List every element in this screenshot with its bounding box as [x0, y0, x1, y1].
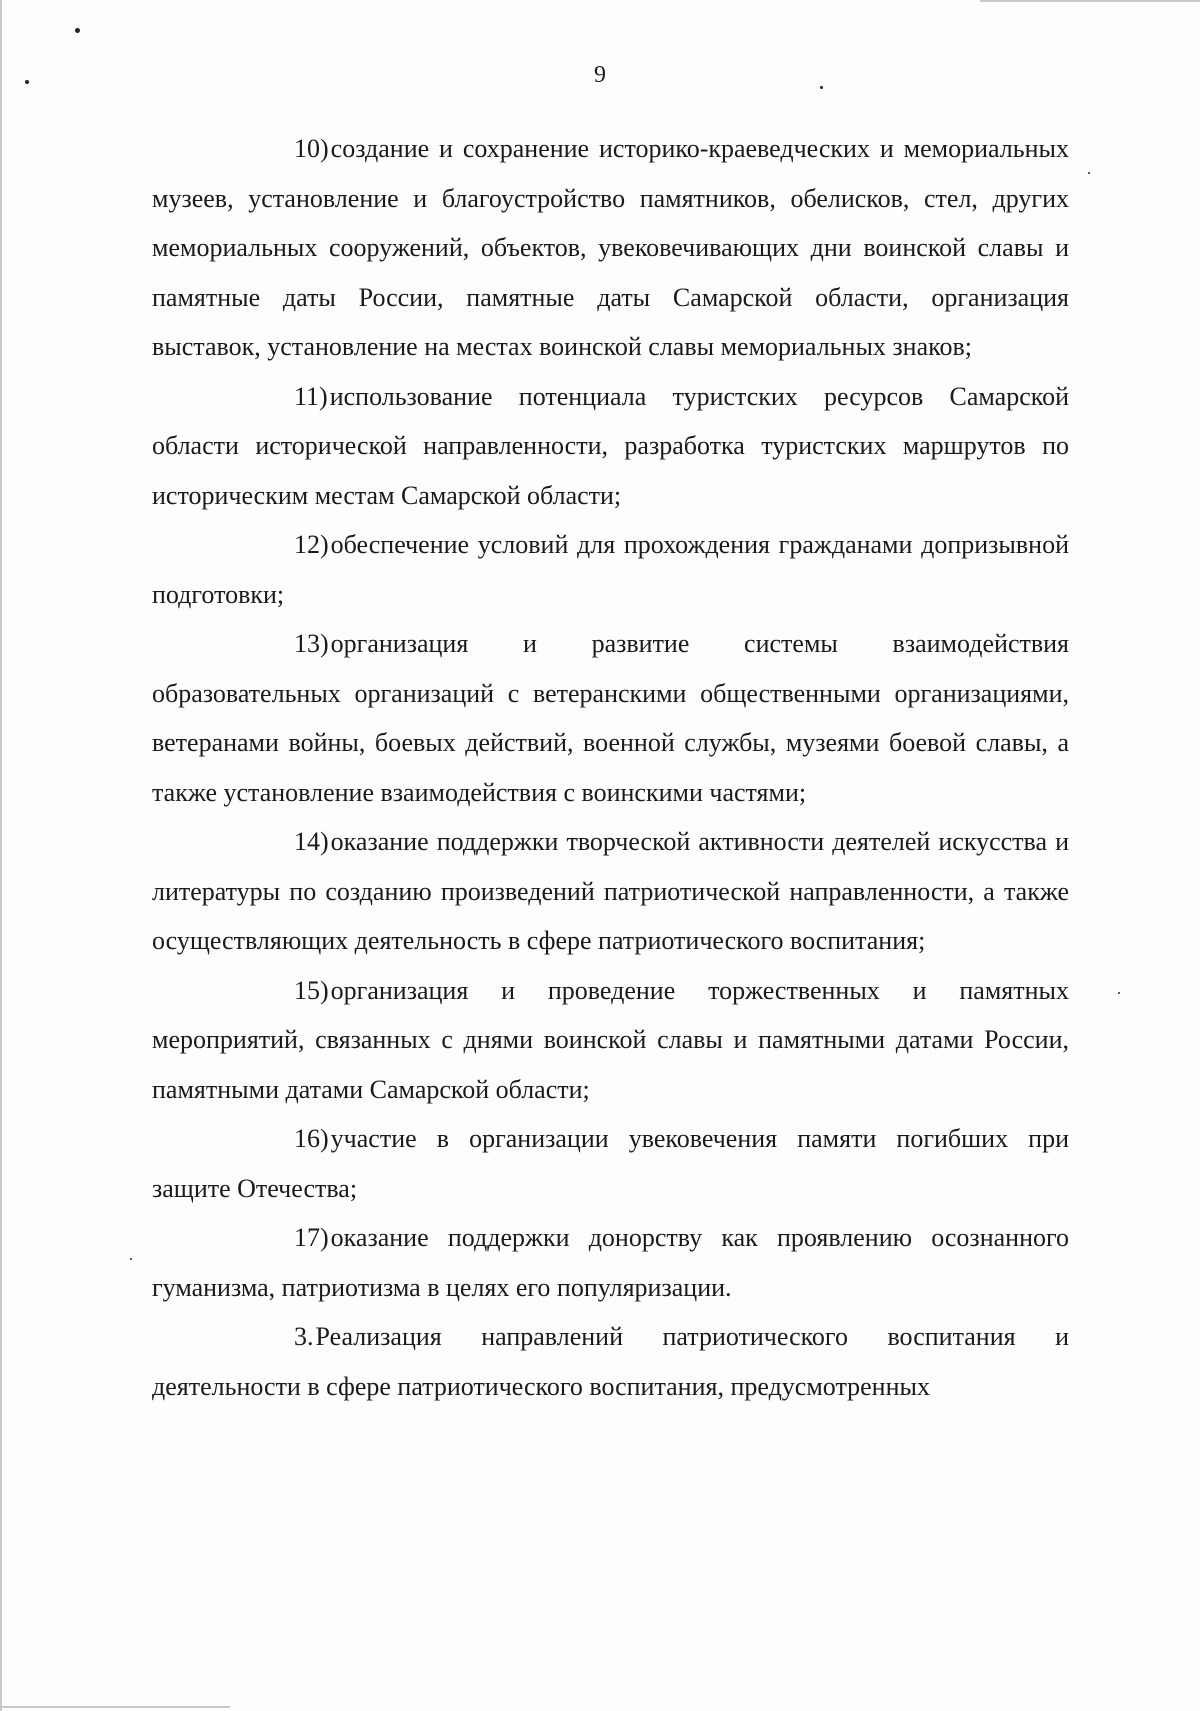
scan-speck: [75, 28, 80, 33]
scan-edge-bottom: [0, 1706, 230, 1708]
item-number: 16): [294, 1124, 329, 1153]
scan-speck: [1118, 992, 1120, 994]
list-item: [152, 619, 1069, 817]
item-text: обеспечение условий для прохождения гражданами допризывной подготовки;: [152, 530, 1069, 609]
scan-speck: [130, 1258, 132, 1260]
item-number: 14): [294, 827, 329, 856]
item-text: создание и сохранение историко-краеведческих и мемориальных музеев, установление и благоустройство памятников, обелисков, стел, других мемориальных сооружений, объектов, увековечивающих дни воинской славы и памятные даты России, памятные даты Самарской области, организация выставок, установление на местах воинской славы мемориальных знаков;: [152, 134, 1069, 361]
list-item: [152, 520, 1069, 619]
list-item: [152, 817, 1069, 966]
section-paragraph: [152, 1312, 1069, 1411]
item-number: 12): [294, 530, 329, 559]
list-item: [152, 124, 1069, 372]
item-text: организация и развитие системы взаимодействия образовательных организаций с ветеранскими общественными организациями, ветеранами войны, боевых действий, военной службы, музеями боевой славы, а также установление взаимодействия с воинскими частями;: [152, 629, 1069, 807]
item-text: Реализация направлений патриотического воспитания и деятельности в сфере патриотического воспитания, предусмотренных: [152, 1322, 1069, 1401]
scan-edge-top: [980, 0, 1200, 2]
item-text: участие в организации увековечения памяти погибших при защите Отечества;: [152, 1124, 1069, 1203]
list-item: [152, 966, 1069, 1115]
item-number: 15): [294, 975, 329, 1005]
item-number: 10): [294, 134, 329, 163]
item-number: 3.: [294, 1322, 314, 1351]
item-number: 17): [294, 1223, 329, 1252]
item-number: 11): [294, 381, 328, 411]
document-body: [152, 124, 1069, 1411]
item-number: 13): [294, 629, 329, 658]
item-text: оказание поддержки творческой активности деятелей искусства и литературы по созданию произведений патриотической направленности, а также осуществляющих деятельность в сфере патриотического воспитания;: [152, 827, 1069, 955]
scan-edge-left: [0, 0, 2, 1711]
list-item: [152, 1114, 1069, 1213]
item-text: использование потенциала туристских ресурсов Самарской области исторической направленности, разработка туристских маршрутов по историческим местам Самарской области;: [152, 381, 1069, 510]
item-text: организация и проведение торжественных и памятных мероприятий, связанных с днями воинской славы и памятными датами России, памятными датами Самарской области;: [152, 975, 1069, 1104]
scan-speck: [1088, 172, 1090, 174]
page-number: 9: [594, 62, 606, 88]
list-item: [152, 372, 1069, 521]
list-item: [152, 1213, 1069, 1312]
item-text: оказание поддержки донорству как проявлению осознанного гуманизма, патриотизма в целях его популяризации.: [152, 1223, 1069, 1302]
